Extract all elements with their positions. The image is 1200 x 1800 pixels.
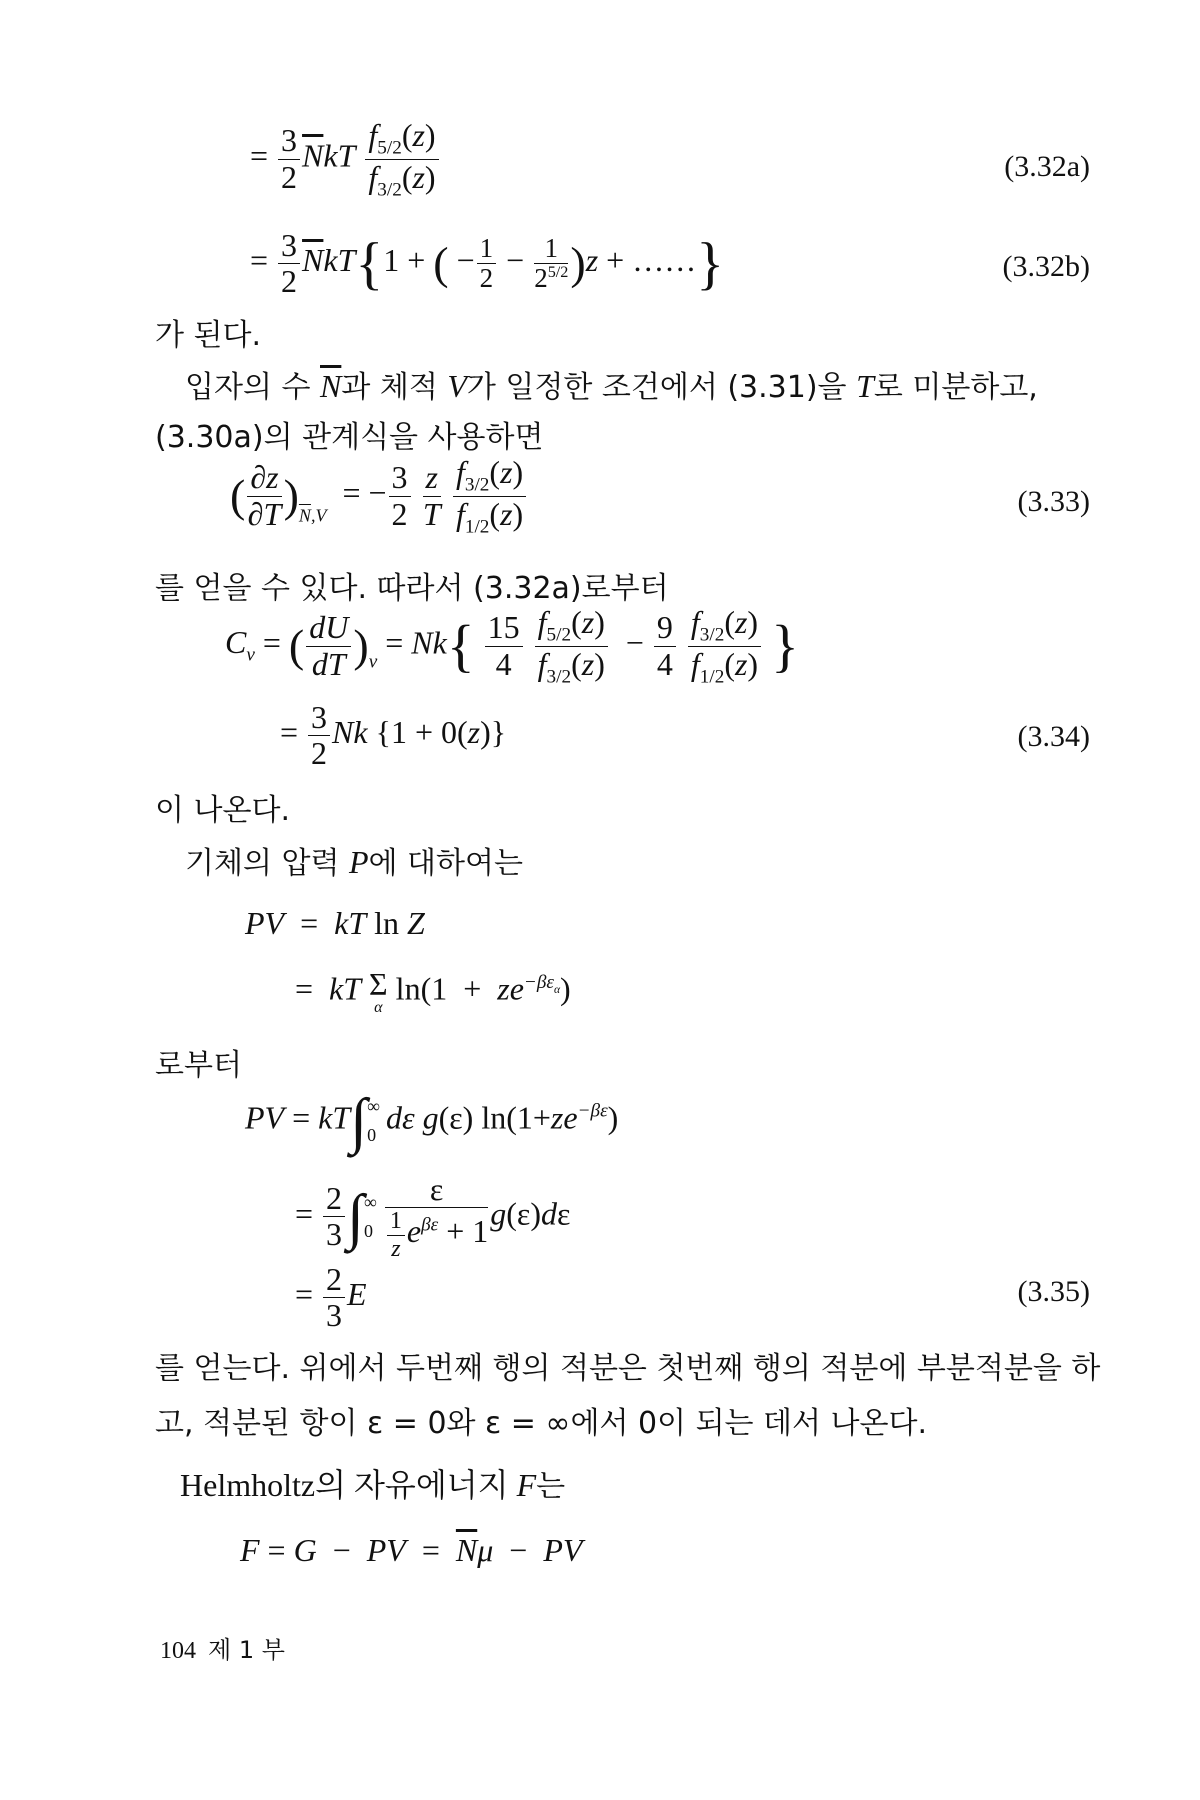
paragraph-text: (3.30a)의 관계식을 사용하면 xyxy=(155,420,544,455)
equation-number-333: (3.33) xyxy=(1017,485,1090,518)
paragraph-text: 로부터 xyxy=(155,1048,242,1083)
equation-number-332b: (3.32b) xyxy=(1002,250,1090,283)
part-label: 제 1 부 xyxy=(208,1636,285,1664)
equation-pv-energy: = $\frac{2}{3}$ E xyxy=(295,1261,367,1334)
paragraph-text: 고, 적분된 항이 ε = 0와 ε = ∞에서 0이 되는 데서 나온다. xyxy=(155,1406,928,1441)
paragraph-text: 기체의 압력 P에 대하여는 xyxy=(185,844,523,881)
paragraph-text: 를 얻는다. 위에서 두번째 행의 적분은 첫번째 행의 적분에 부분적분을 하 xyxy=(155,1351,1101,1386)
equation-334: = $\frac{3}{2}$ Nk {1 + 0(z)} xyxy=(280,699,507,772)
equation-pv-ln: PV = kT ln Z xyxy=(245,905,425,941)
paragraph-text: 를 얻을 수 있다. 따라서 (3.32a)로부터 xyxy=(155,571,669,606)
paragraph-text: Helmholtz의 자유에너지 F는 xyxy=(180,1467,566,1504)
equation-332a: = $\frac{3}{2}$ $\overline{N}kT$ $\frac{f_{5/2}(z)}{f_{3/2}(z)}$ xyxy=(250,118,441,200)
page-footer xyxy=(160,1630,285,1665)
equation-helmholtz: F = G − PV = $\overline{N}\mu$ − PV xyxy=(240,1532,583,1568)
equation-pv-sum: = kT Σ α $\ln(1 + ze^{-\beta\varepsilon_\alpha})$ xyxy=(295,966,571,1016)
equation-332b: = $\frac{3}{2}$ $\overline{N}kT\{1$ + ( − $\frac{1}{2}$ − $\frac{1}{2^{5/2}}$ )z + ……} xyxy=(250,227,725,300)
equation-pv-integral-2: = $\frac{2}{3}$ ∫ ∞ 0 ε $\frac{1}{z}$ $e^{\beta\varepsilon} + 1$ g(ε)dε xyxy=(295,1171,571,1262)
equation-333: ( $\frac{\partial z}{\partial T}$ )$_{\overline{N},V}$ = − $\frac{3}{2}$ $\frac{z}{T}$ $\frac{f_{3/2}(z)}{f_{1/2}(z)}$ xyxy=(230,455,528,537)
equation-number-335: (3.35) xyxy=(1017,1275,1090,1308)
paragraph-text: 입자의 수 $\overline{N}$과 체적 V가 일정한 조건에서 (3.31)을 T로 미분하고, xyxy=(185,368,1038,405)
paragraph-text: 이 나온다. xyxy=(155,793,290,828)
equation-number-334: (3.34) xyxy=(1017,720,1090,753)
page-number: 104 xyxy=(160,1638,196,1664)
equation-number-332a: (3.32a) xyxy=(1004,150,1090,183)
equation-cv: $C_v$ = ( $\frac{dU}{dT}$ )$_v = Nk${ $\frac{15}{4}$ $\frac{f_{5/2}(z)}{f_{3/2}(z)}$ − $\frac{9}{4}$ $\frac{f_{3/2}(z)}{f_{1/2}(z)}$ } xyxy=(225,604,799,687)
paragraph-text: 가 된다. xyxy=(155,318,262,353)
equation-pv-integral-1: PV = kT∫ ∞ 0 dε g(ε) $\ln(1+ze^{-\beta\varepsilon})$ xyxy=(245,1087,619,1155)
